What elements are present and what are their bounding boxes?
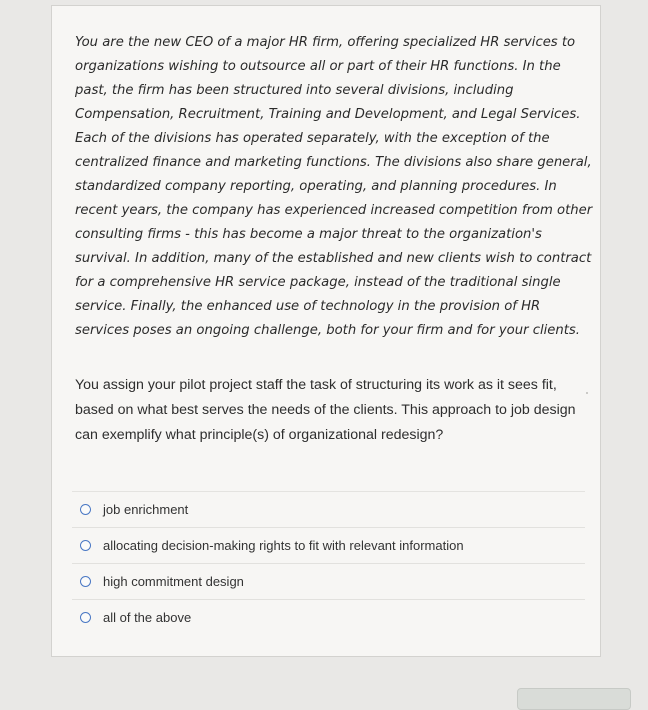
answer-options (72, 491, 585, 635)
question-prompt: You assign your pilot project staff the task of structuring its work as it sees fit, based on what best serves the needs of the clients. This approach to job design can exemplify what principle(s) of organizational redesign? (75, 377, 576, 443)
option-label: high commitment design (103, 574, 244, 589)
stray-dot (586, 392, 588, 394)
option-all-of-the-above[interactable] (72, 599, 585, 635)
option-job-enrichment[interactable] (72, 491, 585, 527)
partially-visible-button[interactable] (517, 688, 631, 710)
radio-button[interactable] (80, 576, 91, 587)
radio-button[interactable] (80, 504, 91, 515)
radio-button[interactable] (80, 612, 91, 623)
option-label: all of the above (103, 610, 192, 625)
option-label: job enrichment (103, 502, 189, 517)
scenario-text: You are the new CEO of a major HR firm, offering specialized HR services to organizations wishing to outsource all or part of their HR functions. In the past, the firm has been structured into several divisions, including Compensation, Recruitment, Training and Development, and Legal Services. Each of the divisions has operated separately, with the exception of the centralized finance and marketing functions. The divisions also share general, standardized company reporting, operating, and planning procedures. In recent years, the company has experienced increased competition from other consulting firms - this has become a major threat to the organization's survival. In addition, many of the established and new clients wish to contract for a comprehensive HR service package, instead of the traditional single service. Finally, the enhanced use of technology in the provision of HR services poses an ongoing challenge, both for your firm and for your clients. (75, 35, 593, 338)
question-card (51, 5, 601, 657)
option-label: allocating decision-making rights to fit with relevant information (103, 538, 464, 553)
radio-button[interactable] (80, 540, 91, 551)
option-allocating-decision-rights[interactable] (72, 527, 585, 563)
option-high-commitment-design[interactable] (72, 563, 585, 599)
